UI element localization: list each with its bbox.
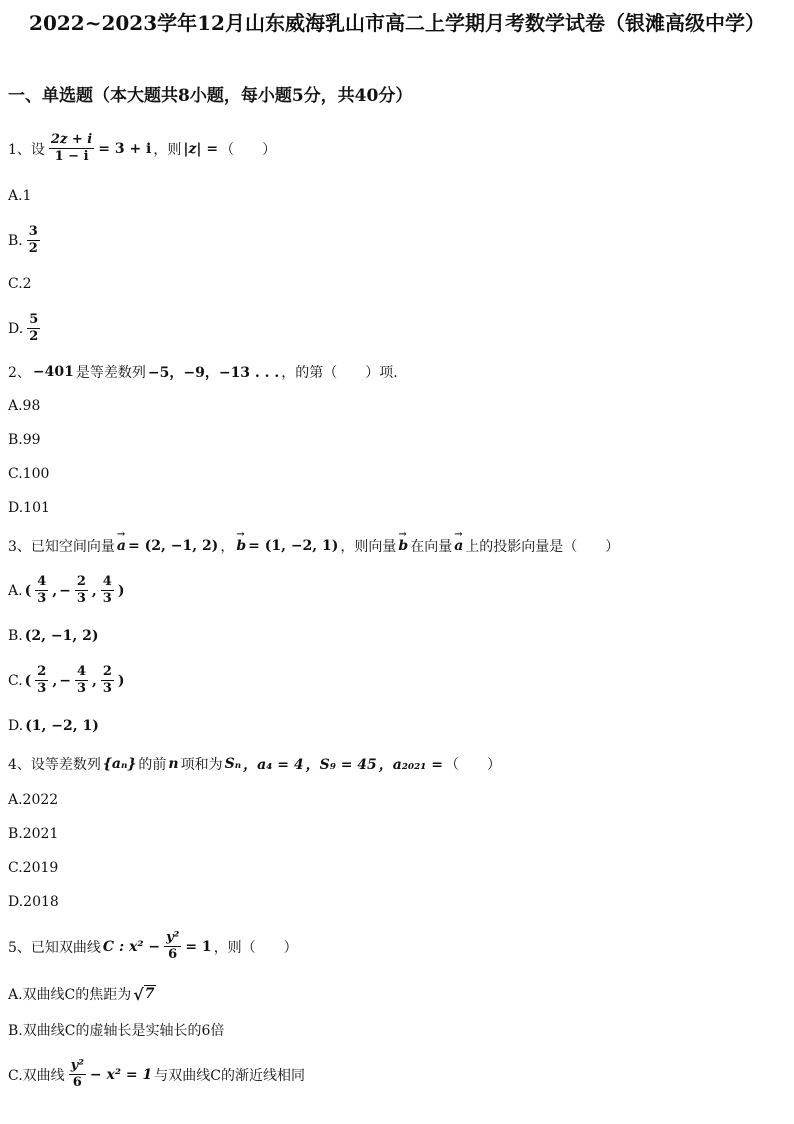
- q2-seq: −5，−9，−13 . . .: [147, 365, 280, 381]
- q3-a-frac2: [75, 574, 88, 607]
- q3-d-value-text: (1, −2, 1): [25, 718, 99, 734]
- question-4: [8, 754, 501, 774]
- q3-c-frac3-den: 3: [102, 681, 112, 696]
- q4-cond3: ，a₂₀₂₁ =: [378, 757, 443, 773]
- question-3: [8, 536, 619, 556]
- q1-d-num: 5: [29, 312, 39, 327]
- q2-option-d[interactable]: D.101: [8, 500, 50, 516]
- question-5: [8, 930, 298, 963]
- q3-a-comma2: ,: [91, 582, 97, 599]
- q5-a-sqrt: [133, 985, 155, 1004]
- q3-c-frac1: [35, 664, 48, 697]
- q3-c-comma1: ,: [52, 672, 58, 689]
- q3-a-frac3: [101, 574, 114, 607]
- q1-mid: ，则: [153, 141, 182, 158]
- q3-vector-b: → b: [236, 538, 246, 554]
- q5-fraction: [164, 930, 181, 963]
- q5-c-text1: C.双曲线: [8, 1067, 65, 1084]
- q1-d-fraction: [27, 312, 40, 345]
- q3-a-frac2-num: 2: [76, 574, 86, 589]
- q3-option-d[interactable]: [8, 718, 99, 734]
- q5-curve: C : x² −: [102, 938, 161, 955]
- question-1: [8, 132, 276, 165]
- q3-c-frac2-den: 3: [76, 681, 86, 696]
- q3-prefix: 3、已知空间向量: [8, 539, 115, 555]
- q5-c-fraction: [69, 1058, 86, 1091]
- q2-tail: ，的第（ ）项.: [281, 365, 398, 381]
- q3-a-frac1: [35, 574, 48, 607]
- q3-c-comma2: ,: [92, 672, 97, 689]
- q3-c-lparen: (: [24, 672, 32, 689]
- q1-b-label: B.: [8, 232, 23, 249]
- q3-a-frac2-den: 3: [76, 591, 86, 606]
- q1-fraction: [49, 132, 94, 165]
- q1-d-den: 2: [29, 329, 39, 344]
- q4-n: n: [168, 756, 179, 772]
- q3-c-frac1-num: 2: [37, 664, 47, 679]
- q3-c-frac3: [101, 664, 114, 697]
- q3-c-frac2-num: 4: [76, 664, 86, 679]
- q1-abs: |z| =: [183, 140, 219, 157]
- q2-num: −401: [32, 364, 74, 380]
- q1-frac-den: 1 − i: [54, 149, 89, 164]
- q4-sn: Sₙ: [224, 756, 242, 772]
- q5-frac-den: 6: [168, 947, 178, 962]
- q5-option-b[interactable]: B.双曲线C的虚轴长是实轴长的6倍: [8, 1023, 225, 1039]
- q4-option-b[interactable]: B.2021: [8, 826, 59, 842]
- q5-c-frac-num: y²: [70, 1058, 84, 1073]
- q3-option-b[interactable]: [8, 628, 98, 644]
- q5-prefix: 5、已知双曲线: [8, 939, 101, 956]
- q3-vector-b-ref: → b: [398, 538, 408, 554]
- q5-c-text2: 与双曲线C的渐近线相同: [154, 1067, 305, 1084]
- q3-a-value: = (2, −1, 2): [128, 538, 219, 554]
- q4-option-a[interactable]: A.2022: [8, 792, 59, 808]
- q5-option-a[interactable]: [8, 984, 156, 1004]
- q5-eq: = 1: [185, 938, 212, 955]
- q3-c-minus: −: [59, 672, 71, 689]
- q2-mid: 是等差数列: [75, 365, 146, 381]
- q5-a-sqrt-value: 7: [144, 985, 155, 1002]
- q3-tail: 上的投影向量是（ ）: [465, 539, 620, 555]
- q5-c-expr: − x² = 1: [89, 1066, 153, 1083]
- sqrt-sign-icon: √: [133, 984, 144, 1004]
- q4-paren: （ ）: [444, 757, 501, 773]
- q3-mid2: 在向量: [410, 539, 453, 555]
- q1-b-fraction: [27, 224, 40, 257]
- q3-vector-a-ref: → a: [454, 538, 463, 554]
- q5-c-frac-den: 6: [72, 1075, 82, 1090]
- q5-tail: ，则（ ）: [213, 939, 298, 956]
- q3-option-c[interactable]: [8, 664, 125, 697]
- q3-mid1: ，则向量: [340, 539, 397, 555]
- q4-mid2: 项和为: [180, 757, 223, 773]
- q3-a-label: A.: [8, 582, 23, 599]
- q1-option-a[interactable]: A.1: [8, 188, 32, 204]
- q3-b-value: = (1, −2, 1): [248, 538, 339, 554]
- q2-option-a[interactable]: A.98: [8, 398, 41, 414]
- q2-prefix: 2、: [8, 365, 31, 381]
- q3-a-frac1-den: 3: [37, 591, 47, 606]
- q4-cond1: ，a₄ = 4: [243, 757, 304, 773]
- q4-seq: {aₙ}: [102, 756, 137, 772]
- q1-option-b[interactable]: [8, 224, 42, 257]
- q1-prefix: 1、设: [8, 141, 45, 158]
- q4-option-c[interactable]: C.2019: [8, 860, 59, 876]
- q3-d-label: D.: [8, 718, 24, 734]
- q3-a-frac1-num: 4: [37, 574, 47, 589]
- q4-prefix: 4、设等差数列: [8, 757, 101, 773]
- q3-c-frac2: [75, 664, 88, 697]
- q1-option-d[interactable]: [8, 312, 42, 345]
- q3-a-frac3-num: 4: [102, 574, 112, 589]
- q3-a-rparen: ): [117, 582, 125, 599]
- section-heading: 一、单选题（本大题共8小题，每小题5分，共40分）: [8, 86, 413, 106]
- q3-a-frac3-den: 3: [102, 591, 112, 606]
- q3-a-lparen: (: [24, 582, 32, 599]
- q3-c-frac1-den: 3: [37, 681, 47, 696]
- q4-option-d[interactable]: D.2018: [8, 894, 59, 910]
- q1-paren: （ ）: [220, 141, 277, 158]
- q1-eq: = 3 + i: [98, 140, 152, 157]
- q2-option-b[interactable]: B.99: [8, 432, 41, 448]
- q3-c-frac3-num: 2: [102, 664, 112, 679]
- q4-cond2: ，S₉ = 45: [305, 757, 377, 773]
- q3-b-value-text: (2, −1, 2): [24, 628, 99, 644]
- question-2: [8, 362, 398, 382]
- q5-frac-num: y²: [166, 930, 180, 945]
- q4-mid1: 的前: [138, 757, 167, 773]
- q1-d-label: D.: [8, 320, 24, 337]
- q5-option-c[interactable]: [8, 1058, 305, 1091]
- q5-a-text: A.双曲线C的焦距为: [8, 987, 132, 1003]
- q1-b-den: 2: [28, 241, 38, 256]
- q3-c-rparen: ): [117, 672, 125, 689]
- q3-vector-a: → a: [117, 538, 126, 554]
- q1-b-num: 3: [28, 224, 38, 239]
- page-title: 2022~2023学年12月山东威海乳山市高二上学期月考数学试卷（银滩高级中学）: [29, 11, 765, 35]
- q1-option-c[interactable]: C.2: [8, 276, 32, 292]
- q1-frac-num: 2z + i: [50, 132, 93, 147]
- q3-c-label: C.: [8, 672, 23, 689]
- q3-b-label: B.: [8, 628, 23, 644]
- q3-a-minus: −: [59, 582, 71, 599]
- q3-a-comma1: ,: [52, 582, 58, 599]
- q3-sep: ，: [220, 539, 235, 555]
- q3-option-a[interactable]: [8, 574, 124, 607]
- q2-option-c[interactable]: C.100: [8, 466, 50, 482]
